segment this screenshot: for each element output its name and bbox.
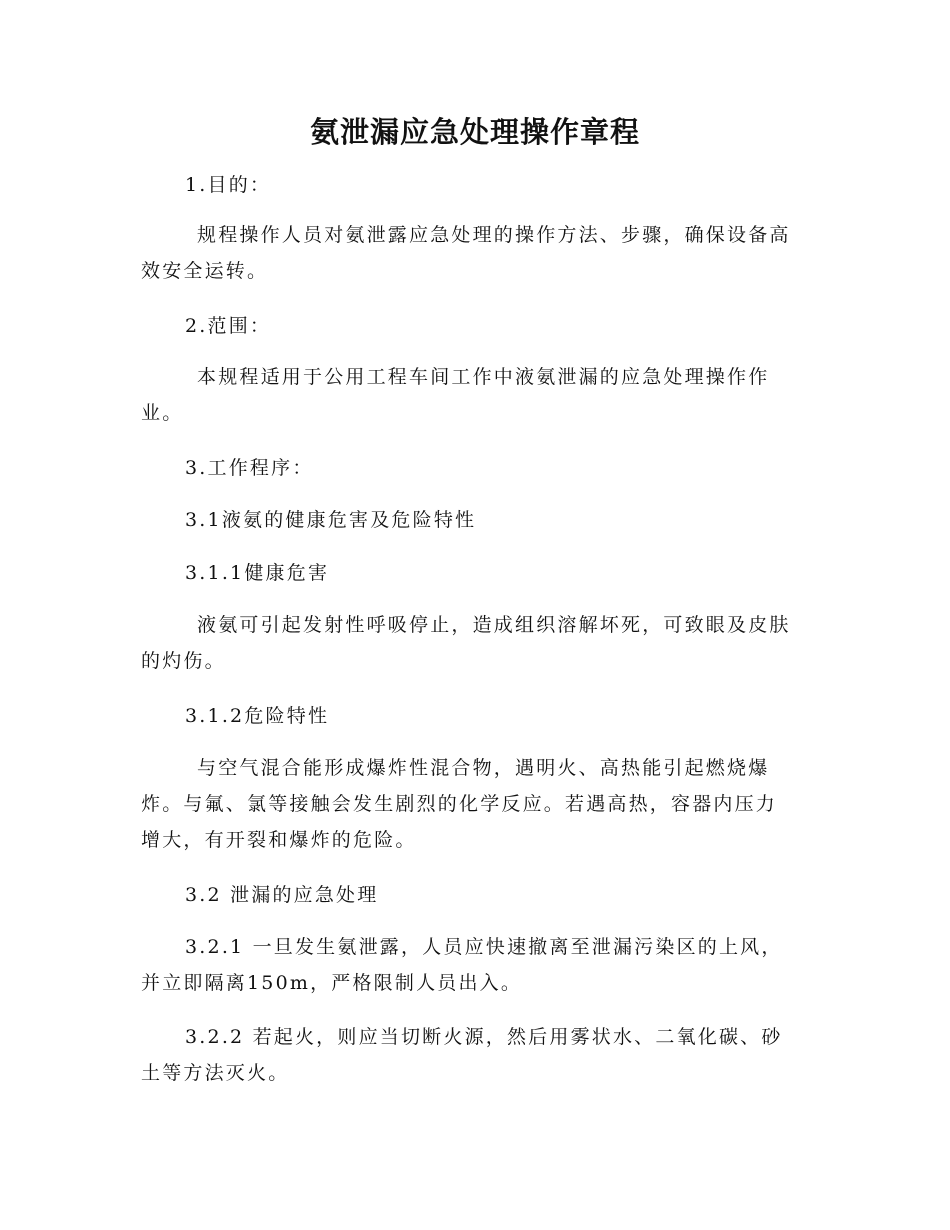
section-3-1-2-body-line-3: 增大，有开裂和爆炸的危险。	[141, 829, 417, 851]
section-2-body-line-1: 本规程适用于公用工程车间工作中液氨泄漏的应急处理操作作	[197, 366, 770, 388]
section-1-body	[141, 217, 809, 289]
section-3-2-1-line-2: 并立即隔离150m，严格限制人员出入。	[141, 972, 523, 994]
section-3-heading: 3.工作程序：	[185, 457, 314, 479]
section-3-1-2-body-line-2: 炸。与氟、氯等接触会发生剧烈的化学反应。若遇高热，容器内压力	[141, 793, 778, 815]
section-3-1-1-body-line-1: 液氨可引起发射性呼吸停止，造成组织溶解坏死，可致眼及皮肤	[197, 614, 791, 636]
section-3-1-2-body	[141, 750, 809, 858]
document-title: 氨泄漏应急处理操作章程	[309, 115, 640, 149]
section-2-body-line-2: 业。	[141, 402, 184, 424]
section-3-2-2-body	[141, 1019, 809, 1091]
section-3-1-2-body-line-1: 与空气混合能形成爆炸性混合物，遇明火、高热能引起燃烧爆	[197, 757, 770, 779]
section-3-1-2-heading: 3.1.2危险特性	[185, 705, 330, 727]
section-1-body-line-1: 规程操作人员对氨泄露应急处理的操作方法、步骤，确保设备高	[197, 224, 791, 246]
section-3-1-1-body	[141, 607, 809, 679]
section-2-heading: 2.范围：	[185, 315, 272, 337]
section-3-1-1-heading: 3.1.1健康危害	[185, 562, 330, 584]
section-3-2-1-line-1: 3.2.1 一旦发生氨泄露，人员应快速撤离至泄漏污染区的上风，	[185, 936, 783, 958]
section-3-2-2-line-2: 土等方法灭火。	[141, 1062, 290, 1084]
section-3-1-heading: 3.1液氨的健康危害及危险特性	[185, 509, 477, 531]
section-2-body	[141, 359, 809, 431]
section-3-2-2-line-1: 3.2.2 若起火，则应当切断火源，然后用雾状水、二氧化碳、砂	[185, 1026, 783, 1048]
section-3-2-heading: 3.2 泄漏的应急处理	[185, 884, 379, 906]
section-3-2-1-body	[141, 929, 809, 1001]
section-1-heading: 1.目的：	[185, 174, 272, 196]
section-3-1-1-body-line-2: 的灼伤。	[141, 650, 226, 672]
section-1-body-line-2: 效安全运转。	[141, 260, 269, 282]
